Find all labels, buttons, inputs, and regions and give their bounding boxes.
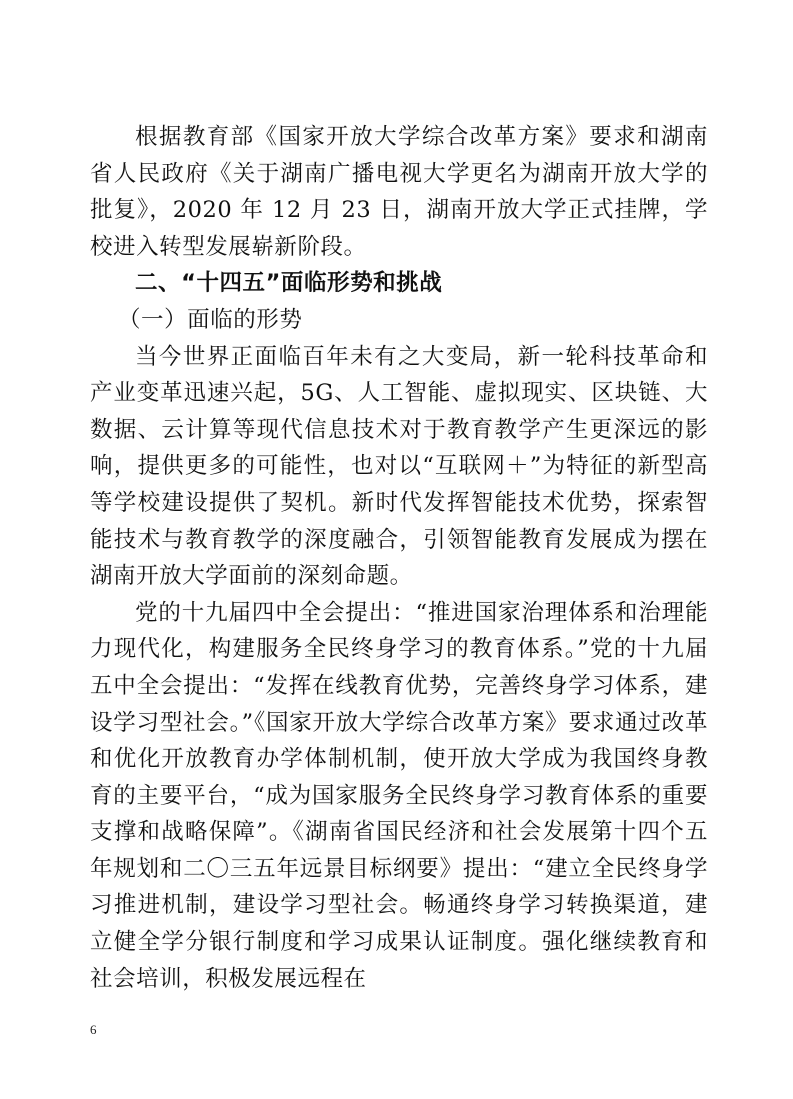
paragraph-background: 根据教育部《国家开放大学综合改革方案》要求和湖南省人民政府《关于湖南广播电视大学更名为湖南开放大学的批复》，2020 年 12 月 23 日，湖南开放大学正式挂牌，学校进入转型发展崭新阶段。 [90, 124, 708, 260]
paragraph-policy: 党的十九届四中全会提出：“推进国家治理体系和治理能力现代化，构建服务全民终身学习的教育体系。”党的十九届五中全会提出：“发挥在线教育优势，完善终身学习体系，建设学习型社会。”《国家开放大学综合改革方案》要求通过改革和优化开放教育办学体制机制，使开放大学成为我国终身教育的主要平台，“成为国家服务全民终身学习教育体系的重要支撑和战略保障”。《湖南省国民经济和社会发展第十四个五年规划和二〇三五年远景目标纲要》提出：“建立全民终身学习推进机制，建设学习型社会。畅通终身学习转换渠道，建立健全学分银行制度和学习成果认证制度。强化继续教育和社会培训，积极发展远程在 [90, 599, 708, 992]
document-body [90, 119, 708, 997]
page-number: 6 [90, 1022, 97, 1037]
paragraph-situation: 当今世界正面临百年未有之大变局，新一轮科技革命和产业变革迅速兴起，5G、人工智能、虚拟现实、区块链、大数据、云计算等现代信息技术对于教育教学产生更深远的影响，提供更多的可能性，也对以“互联网＋”为特征的新型高等学校建设提供了契机。新时代发挥智能技术优势，探索智能技术与教育教学的深度融合，引领智能教育发展成为摆在湖南开放大学面前的深刻命题。 [90, 343, 708, 590]
section-heading: 二、“十四五”面临形势和挑战 [135, 270, 443, 297]
subsection-heading: （一）面临的形势 [118, 306, 303, 333]
